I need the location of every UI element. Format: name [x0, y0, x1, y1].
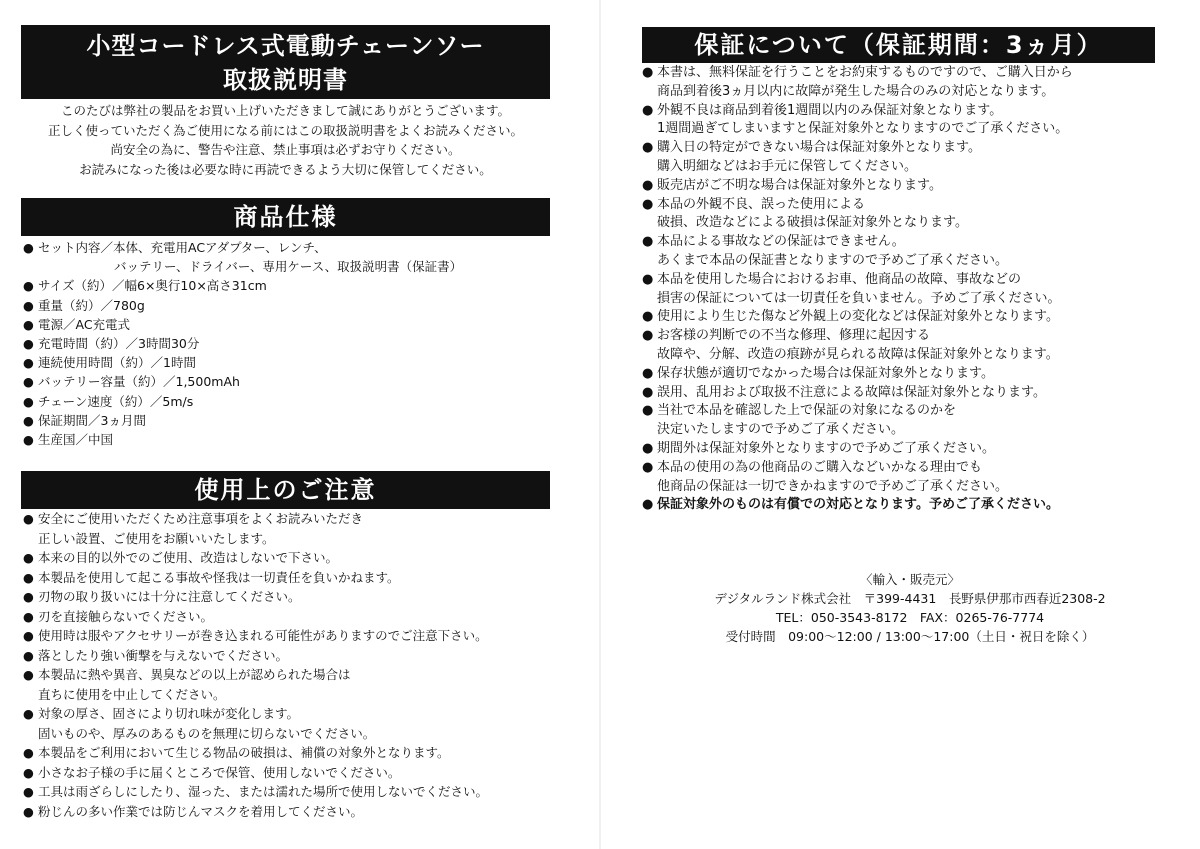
usage-item: [23, 665, 488, 685]
spec-list: [23, 238, 462, 449]
warranty-item-text: 保証対象外のものは有償での対応となります。予めご了承ください。: [657, 497, 1059, 513]
usage-item-text: 小さなお子様の手に届くところで保管、使用しないでください。: [38, 764, 401, 780]
usage-list: [23, 509, 488, 821]
spec-item-text: セット内容／本体、充電用ACアダプター、レンチ、: [38, 240, 327, 255]
intro-text: [21, 101, 550, 179]
warranty-item-text: 本書は、無料保証を行うことをお約束するものですので、ご購入日から: [657, 65, 1073, 80]
warranty-item-text: 本品による事故などの保証はできません。: [657, 234, 905, 250]
warranty-item: [642, 327, 1073, 346]
usage-item: [23, 704, 488, 724]
bullet-icon: ●: [23, 412, 34, 428]
usage-item-text: 本来の目的以外でのご使用、改造はしないで下さい。: [38, 550, 339, 565]
bullet-icon: ●: [23, 240, 34, 255]
intro-line: 正しく使っていただく為ご使用になる前にはこの取扱説明書をよくお読みください。: [47, 122, 523, 138]
spec-item-text: サイズ（約）／幅6×奥行10×高さ31cm: [38, 278, 267, 294]
spec-item-text: 保証期間／3ヵ月間: [38, 412, 146, 428]
bullet-icon: ●: [23, 569, 34, 585]
bullet-icon: ●: [23, 431, 34, 447]
bullet-icon: ●: [23, 764, 34, 780]
warranty-item-text: 販売店がご不明な場合は保証対象外となります。: [657, 177, 942, 193]
usage-item-text: 刃物の取り扱いには十分に注意してください。: [38, 589, 301, 604]
bullet-icon: ●: [23, 784, 34, 799]
contact-address: デジタルランド株式会社 〒399-4431 長野県伊那市西春近2308-2: [714, 591, 1106, 606]
warranty-item: [642, 233, 1073, 252]
usage-item: [23, 782, 488, 802]
bullet-icon: ●: [23, 297, 34, 313]
spec-item-continuation: バッテリー、ドライバー、専用ケース、取扱説明書（保証書）: [114, 259, 463, 275]
usage-item: [23, 743, 488, 763]
usage-item-continuation: 直ちに使用を中止してください。: [38, 686, 226, 702]
warranty-item-text: 使用により生じた傷など外観上の変化などは保証対象外となります。: [657, 309, 1059, 325]
spec-item: [23, 334, 462, 353]
warranty-item-continuation: 購入明細などはお手元に保管してください。: [657, 158, 918, 174]
warranty-item-continuation: 故障や、分解、改造の痕跡が見られる故障は保証対象外となります。: [657, 346, 1059, 362]
bullet-icon: ●: [642, 403, 654, 419]
warranty-item: [642, 308, 1073, 327]
manual-title: 小型コードレス式電動チェーンソー: [86, 32, 485, 60]
spec-item-text: 連続使用時間（約）／1時間: [38, 355, 196, 371]
warranty-item: [642, 459, 1073, 478]
bullet-icon: ●: [23, 511, 34, 526]
usage-heading: 使用上のご注意: [21, 471, 550, 509]
contact-block: [660, 570, 1160, 646]
bullet-icon: ●: [642, 328, 654, 344]
bullet-icon: ●: [23, 589, 34, 604]
contact-label: 〈輸入・販売元〉: [859, 572, 960, 587]
spec-item: [23, 430, 462, 449]
bullet-icon: ●: [23, 608, 34, 624]
usage-item: [23, 568, 488, 588]
bullet-icon: ●: [642, 177, 654, 193]
warranty-item: [642, 402, 1073, 421]
contact-hours: 受付時間 09:00～12:00 / 13:00～17:00（土日・祝日を除く）: [725, 629, 1095, 644]
warranty-item: [642, 440, 1073, 459]
intro-line: 尚安全の為に、警告や注意、禁止事項は必ずお守りください。: [110, 142, 461, 157]
usage-item: [23, 802, 488, 822]
usage-item-continuation: 固いものや、厚みのあるものを無理に切らないでください。: [38, 725, 376, 741]
spec-item: [23, 353, 462, 372]
warranty-item-text: 期間外は保証対象外となりますので予めご了承ください。: [657, 440, 996, 456]
bullet-icon: ●: [23, 355, 34, 371]
intro-line: お読みになった後は必要な時に再読できるよう大切に保管してください。: [79, 161, 492, 177]
warranty-item: [642, 196, 1073, 215]
spec-item-text: 充電時間（約）／3時間30分: [38, 335, 200, 351]
bullet-icon: ●: [642, 309, 654, 325]
warranty-item-continuation: 商品到着後3ヵ月以内に故障が発生した場合のみの対応となります。: [657, 83, 1055, 99]
bullet-icon: ●: [23, 647, 34, 663]
usage-item-text: 本製品をご利用において生じる物品の破損は、補償の対象外となります。: [38, 745, 450, 760]
warranty-item-continuation: あくまで本品の保証書となりますので予めご了承ください。: [657, 252, 1009, 268]
warranty-item-text: 購入日の特定ができない場合は保証対象外となります。: [657, 140, 981, 156]
warranty-item: [642, 365, 1073, 384]
usage-item-text: 安全にご使用いただくため注意事項をよくお読みいただき: [38, 511, 364, 526]
bullet-icon: ●: [642, 365, 654, 381]
bullet-icon: ●: [642, 271, 654, 287]
warranty-item: [642, 177, 1073, 196]
bullet-icon: ●: [642, 459, 654, 475]
page-fold: [599, 0, 601, 849]
usage-item-text: 粉じんの多い作業では防じんマスクを着用してください。: [38, 803, 364, 819]
bullet-icon: ●: [642, 102, 654, 118]
bullet-icon: ●: [642, 65, 654, 80]
warranty-heading: 保証について（保証期間：3ヵ月）: [642, 27, 1155, 63]
bullet-icon: ●: [642, 384, 654, 400]
spec-item-text: 重量（約）／780g: [38, 297, 145, 313]
spec-item-text: チェーン速度（約）／5m/s: [38, 393, 194, 409]
bullet-icon: ●: [23, 316, 34, 332]
bullet-icon: ●: [23, 667, 34, 682]
bullet-icon: ●: [23, 745, 34, 760]
usage-item-text: 工具は雨ざらしにしたり、湿った、または濡れた場所で使用しないでください。: [38, 784, 489, 799]
bullet-icon: ●: [642, 234, 654, 250]
warranty-item-continuation: 他商品の保証は一切できかねますので予めご了承ください。: [657, 478, 1009, 494]
warranty-item-text: 本品を使用した場合におけるお車、他商品の故障、事故などの: [657, 271, 1022, 287]
warranty-item-text: お客様の判断での不当な修理、修理に起因する: [657, 328, 931, 344]
contact-phone: TEL：050-3543-8172 FAX：0265-76-7774: [775, 610, 1045, 625]
warranty-item-text: 当社で本品を確認した上で保証の対象になるのかを: [657, 403, 957, 419]
bullet-icon: ●: [642, 497, 654, 513]
intro-line: このたびは弊社の製品をお買い上げいただきまして誠にありがとうございます。: [60, 103, 510, 118]
warranty-list: [642, 64, 1073, 515]
usage-item: [23, 548, 488, 568]
warranty-item-continuation: 決定いたしますので予めご了承ください。: [657, 422, 905, 438]
warranty-item: [642, 384, 1073, 403]
spec-item: [23, 411, 462, 430]
warranty-item: [642, 139, 1073, 158]
bullet-icon: ●: [642, 140, 654, 156]
usage-item-text: 落としたり強い衝撃を与えないでください。: [38, 647, 289, 663]
usage-item: [23, 587, 488, 607]
usage-item-text: 使用時は服やアクセサリーが巻き込まれる可能性がありますのでご注意下さい。: [38, 628, 488, 643]
warranty-item-continuation: 1週間過ぎてしまいますと保証対象外となりますのでご了承ください。: [657, 121, 1069, 137]
usage-item-text: 本製品に熱や異音、異臭などの以上が認められた場合は: [38, 667, 351, 682]
spec-item-text: バッテリー容量（約）／1,500mAh: [38, 374, 240, 390]
warranty-item-text: 本品の使用の為の他商品のご購入などいかなる理由でも: [657, 459, 983, 475]
usage-item-text: 刃を直接触らないでください。: [38, 608, 214, 624]
usage-item: [23, 626, 488, 646]
usage-item: [23, 763, 488, 783]
manual-subtitle: 取扱説明書: [223, 66, 348, 94]
usage-item: [23, 646, 488, 666]
spec-item: [23, 392, 462, 411]
usage-item: [23, 607, 488, 627]
bullet-icon: ●: [23, 803, 34, 819]
warranty-item: [642, 64, 1073, 83]
warranty-item: [642, 271, 1073, 290]
spec-item: [23, 276, 462, 295]
bullet-icon: ●: [23, 278, 34, 294]
spec-item-text: 生産国／中国: [38, 431, 114, 447]
usage-item-text: 本製品を使用して起こる事故や怪我は一切責任を負いかねます。: [38, 569, 400, 585]
spec-item: [23, 315, 462, 334]
spec-item: [23, 372, 462, 391]
bullet-icon: ●: [642, 196, 654, 212]
usage-item: [23, 509, 488, 529]
manual-title-banner: [21, 25, 550, 99]
bullet-icon: ●: [23, 550, 34, 565]
warranty-item-text: 保存状態が適切でなかった場合は保証対象外となります。: [657, 365, 994, 381]
warranty-item: [642, 496, 1073, 515]
warranty-item: [642, 102, 1073, 121]
bullet-icon: ●: [23, 335, 34, 351]
bullet-icon: ●: [23, 374, 34, 390]
warranty-item-text: 誤用、乱用および取扱不注意による故障は保証対象外となります。: [657, 384, 1046, 400]
bullet-icon: ●: [23, 393, 34, 409]
spec-heading: 商品仕様: [21, 198, 550, 236]
usage-item-text: 対象の厚さ、固さにより切れ味が変化します。: [38, 706, 300, 721]
spec-item-text: 電源／AC充電式: [38, 316, 131, 332]
spec-item: [23, 296, 462, 315]
spec-item: [23, 238, 462, 257]
warranty-item-text: 本品の外観不良、誤った使用による: [657, 196, 866, 212]
bullet-icon: ●: [23, 628, 34, 643]
warranty-item-continuation: 損害の保証については一切責任を負いません。予めご了承ください。: [657, 290, 1061, 306]
bullet-icon: ●: [642, 440, 654, 456]
warranty-item-text: 外観不良は商品到着後1週間以内のみ保証対象となります。: [657, 102, 1003, 118]
bullet-icon: ●: [23, 706, 34, 721]
usage-item-continuation: 正しい設置、ご使用をお願いいたします。: [38, 530, 275, 546]
warranty-item-continuation: 破損、改造などによる破損は保証対象外となります。: [657, 215, 968, 231]
